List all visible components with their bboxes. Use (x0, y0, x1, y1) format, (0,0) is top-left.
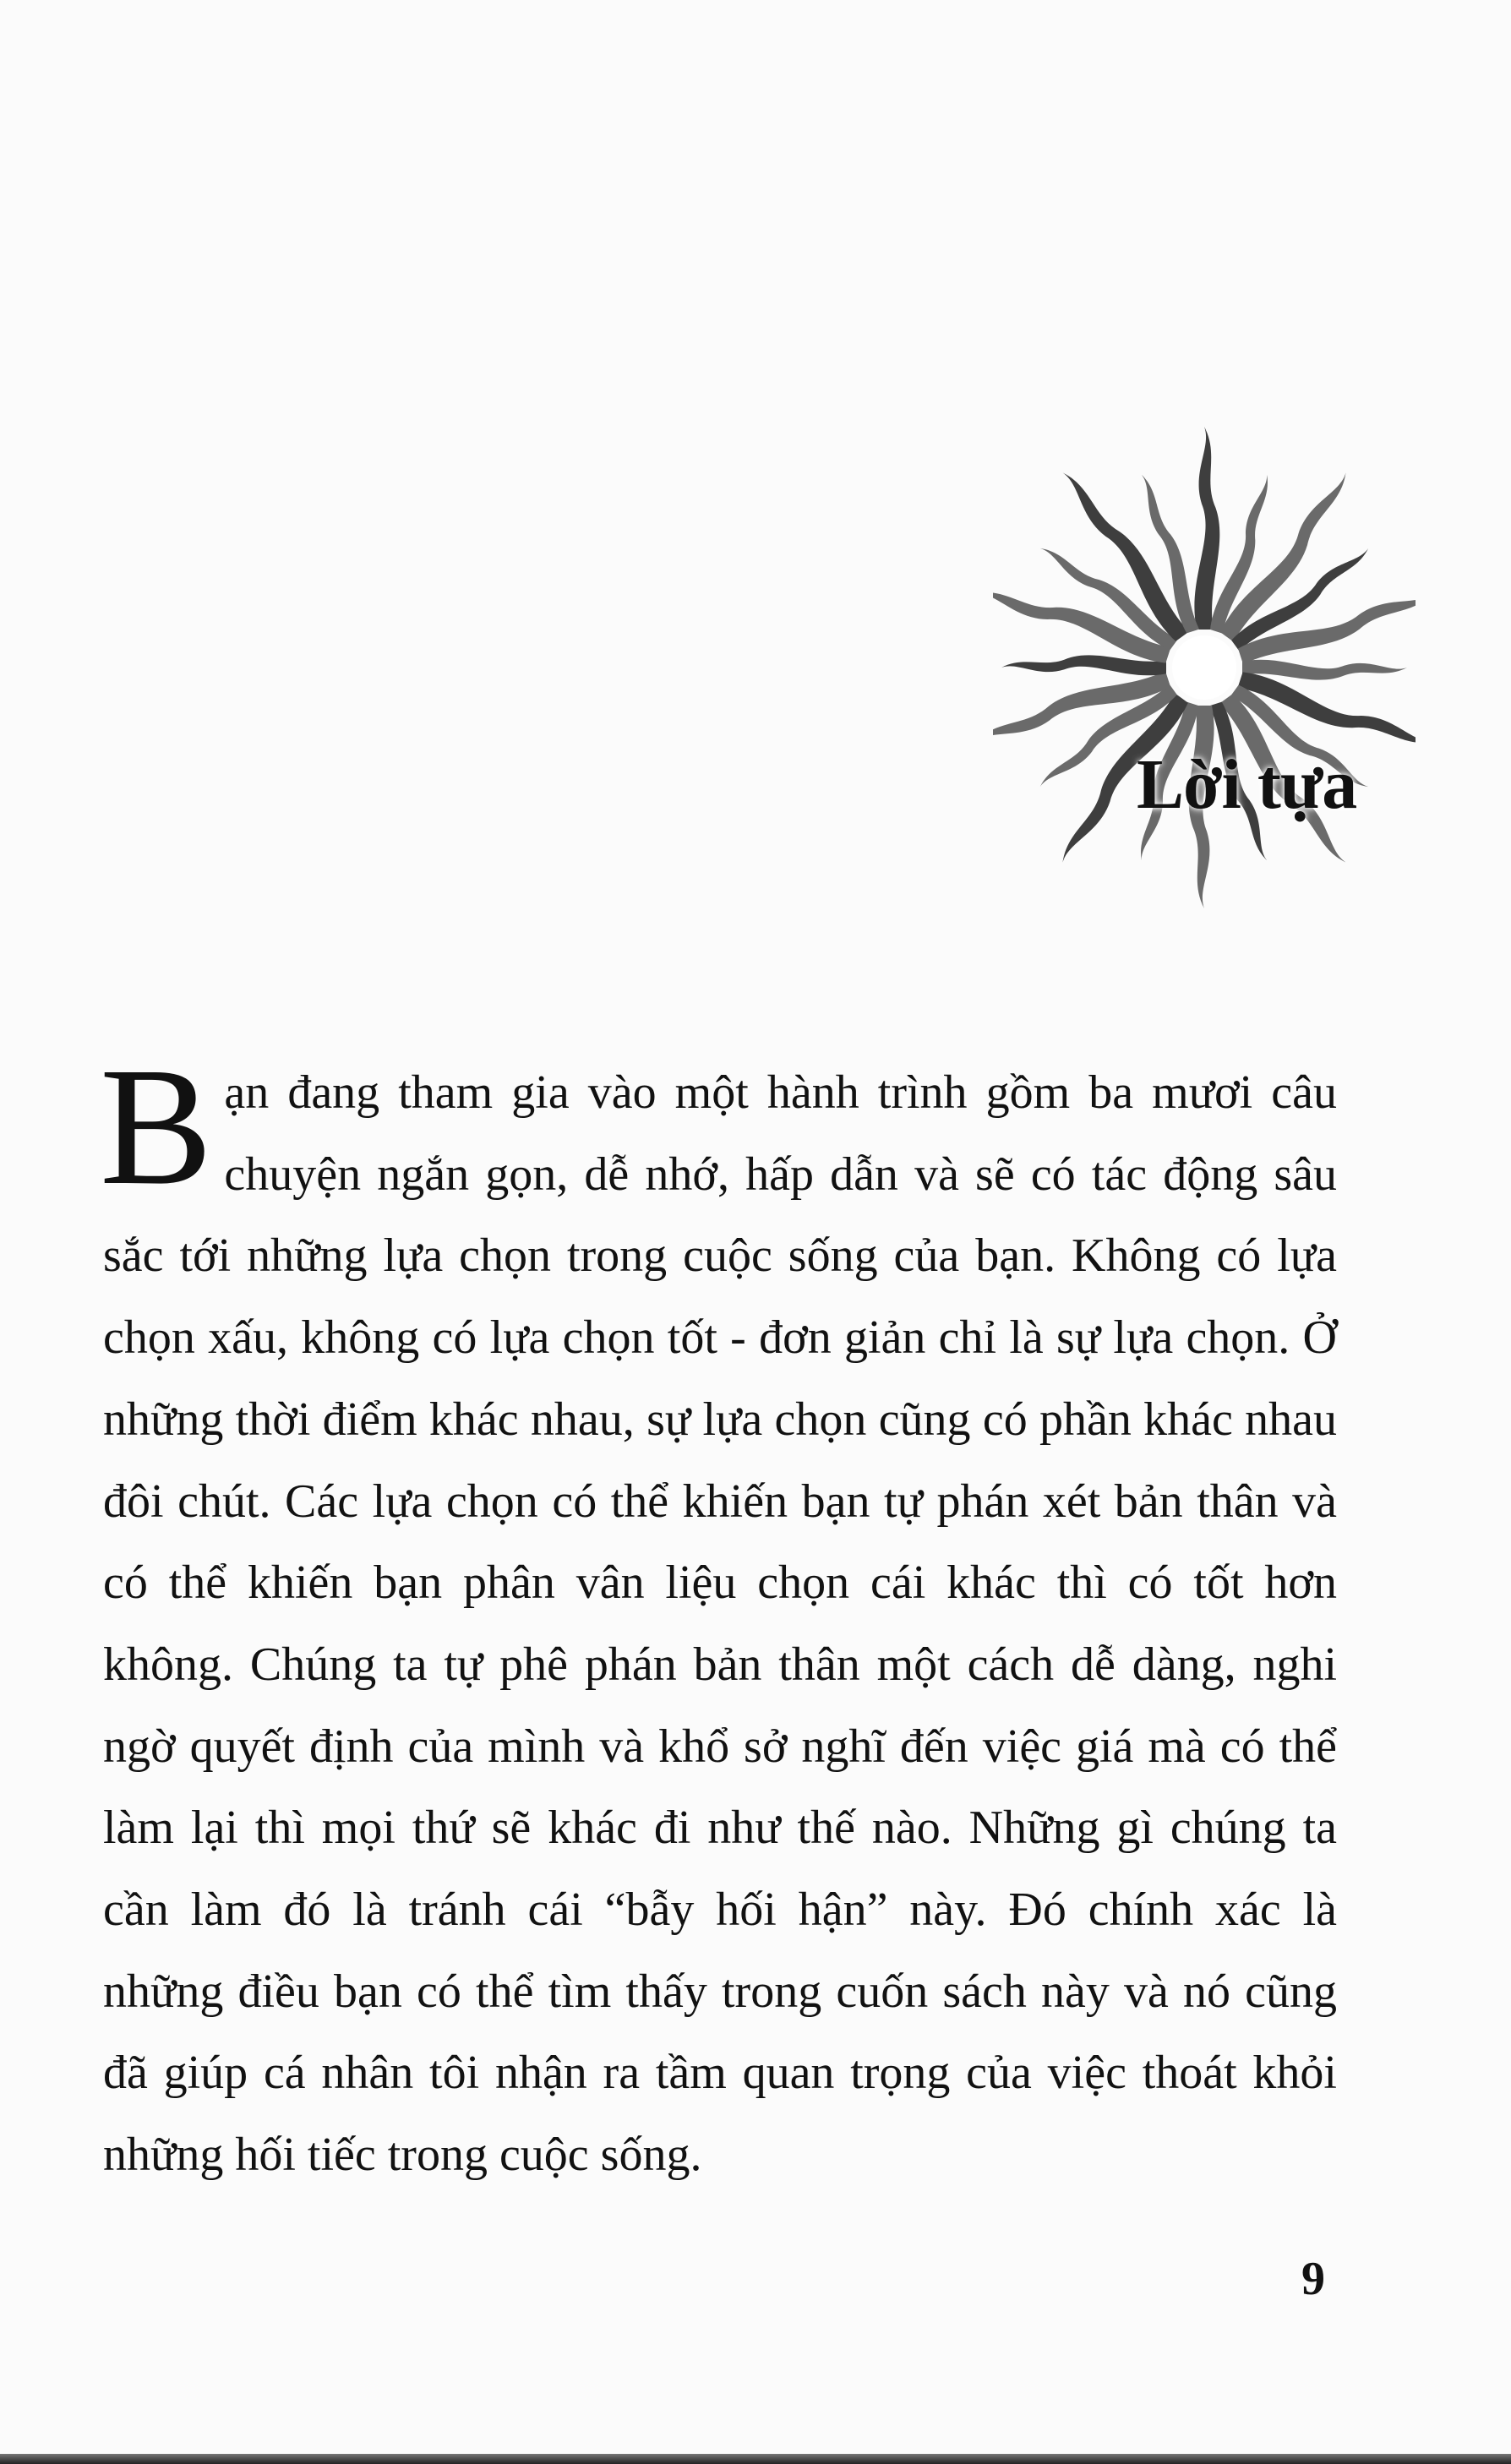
ornament-ray (1194, 427, 1219, 630)
paragraph-text: ạn đang tham gia vào một hành trình gồm ba mươi câu chuyện ngắn gọn, dễ nhớ, hấp dẫn và sẽ có tác động sâu sắc tới những lựa chọn trong cuộc sống của bạn. Không có lựa chọn xấu, không có lựa chọn tốt - đơn giản chỉ là sự lựa chọn. Ở những thời điểm khác nhau, sự lựa chọn cũng có phần khác nhau đôi chút. Các lựa chọn có thể khiến bạn tự phán xét bản thân và có thể khiến bạn phân vân liệu chọn cái khác thì có tốt hơn không. Chúng ta tự phê phán bản thân một cách dễ dàng, nghi ngờ quyết định của mình và khổ sở nghĩ đến việc giá mà có thể làm lại thì mọi thứ sẽ khác đi như thế nào. Những gì chúng ta cần làm đó là tránh cái “bẫy hối hận” này. Đó chính xác là những điều bạn có thể tìm thấy trong cuốn sách này và nó cũng đã giúp cá nhân tôi nhận ra tầm quan trọng của việc thoát khỏi những hối tiếc trong cuộc sống. (103, 1066, 1337, 2182)
ornament-ray (1242, 660, 1407, 680)
drop-cap: B (100, 1033, 213, 1220)
chapter-title: Lời tựa (1137, 745, 1357, 824)
page-bottom-edge (0, 2454, 1511, 2464)
page-number: 9 (1301, 2253, 1325, 2305)
sunburst-ornament-icon (993, 422, 1416, 913)
body-paragraph (100, 1033, 1337, 2196)
ornament-ray (1001, 655, 1166, 675)
ornament-center (1172, 635, 1236, 700)
